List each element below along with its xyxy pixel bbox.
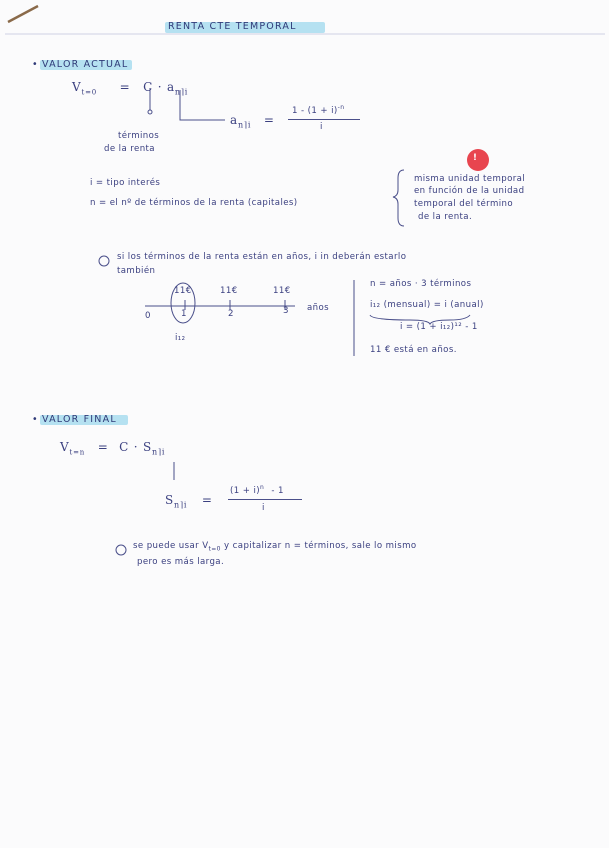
remark-1-line-1: si los términos de la renta están en años, i in deberán estarlo bbox=[117, 252, 407, 262]
side-line-4: 11 € está en años. bbox=[370, 345, 457, 355]
label-terms-2: de la renta bbox=[104, 144, 155, 154]
remark-2-line-1: se puede usar $V_{t=0}$ y capitalizar n = términos, sale lo mismo bbox=[133, 541, 417, 553]
bullet-dot: • bbox=[32, 59, 39, 70]
label-terms-1: términos bbox=[118, 131, 160, 141]
side-line-1: n = años · 3 términos bbox=[370, 279, 472, 289]
section-heading-valor-final: VALOR FINAL bbox=[42, 414, 117, 425]
page-title: RENTA CTE TEMPORAL bbox=[168, 21, 297, 32]
def-n: n = el nº de términos de la renta (capitales) bbox=[90, 198, 298, 208]
note-brace bbox=[393, 170, 404, 226]
bullet-remark-1 bbox=[99, 256, 109, 266]
accum-numerator: $(1 + i)^n - 1$ bbox=[230, 484, 284, 496]
pencil-icon bbox=[8, 6, 38, 22]
bullet-dot-2: • bbox=[32, 414, 39, 425]
annuity-denominator: i bbox=[320, 122, 323, 132]
accum-denominator: i bbox=[262, 503, 265, 513]
bullet-remark-2 bbox=[116, 545, 126, 555]
timeline-unit: años bbox=[307, 303, 330, 313]
timeline-tick-2: 2 bbox=[228, 309, 234, 319]
timeline-tick-0: 0 bbox=[145, 311, 151, 321]
accum-lhs: $S_{n⌉i}$ = bbox=[165, 493, 213, 510]
side-line-3: i = (1 + i₁₂)¹² - 1 bbox=[400, 322, 478, 332]
formula-vtn: $V_{t=n} = C \cdot S_{n⌉i}$ bbox=[60, 440, 166, 457]
timeline-below-label: i₁₂ bbox=[175, 333, 186, 343]
warning-icon bbox=[467, 149, 489, 171]
note-line-4: de la renta. bbox=[418, 212, 473, 222]
section-heading-valor-actual: VALOR ACTUAL bbox=[42, 59, 129, 70]
remark-1-line-2: también bbox=[117, 266, 156, 276]
def-i: i = tipo interés bbox=[90, 178, 161, 188]
timeline-amount-1: 11€ bbox=[174, 286, 192, 296]
remark-2-line-2: pero es más larga. bbox=[137, 557, 225, 567]
timeline-tick-3: 3 bbox=[283, 306, 289, 316]
side-line-2: i₁₂ (mensual) = i (anual) bbox=[370, 300, 484, 310]
timeline-amount-3: 11€ bbox=[273, 286, 291, 296]
timeline-tick-1: 1 bbox=[181, 309, 187, 319]
note-line-1: misma unidad temporal bbox=[414, 174, 526, 184]
note-line-3: temporal del término bbox=[414, 199, 514, 209]
timeline-amount-2: 11€ bbox=[220, 286, 238, 296]
annuity-lhs: $a_{n⌉i}$ = bbox=[230, 113, 275, 130]
formula-vt0: $V_{t=0} = C \cdot a_{n⌉i}$ bbox=[72, 80, 189, 97]
note-line-2: en función de la unidad bbox=[414, 186, 525, 196]
warning-symbol: ! bbox=[473, 153, 478, 163]
annuity-numerator: $1 - (1 + i)^{-n}$ bbox=[292, 104, 345, 116]
